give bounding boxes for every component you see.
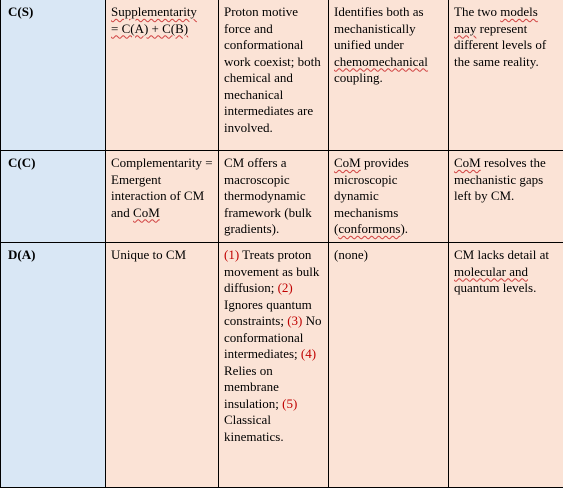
list-item-text: Treats proton movement as bulk diffusion;	[224, 247, 319, 295]
cm-cell	[219, 0, 329, 151]
com-term: conformons	[338, 221, 400, 236]
notes-term: molecular and	[454, 264, 528, 279]
relation-cell	[106, 243, 219, 488]
row-label	[1, 0, 106, 151]
notes-cell	[449, 243, 563, 488]
list-item-text: Relies on membrane insulation;	[224, 363, 282, 411]
row-label-text: C(S)	[8, 4, 33, 19]
com-cell	[329, 0, 449, 151]
table-row	[1, 243, 563, 488]
com-term: CoM	[334, 155, 361, 170]
notes-text: resolves the mechanistic gaps left by CM.	[454, 155, 546, 203]
notes-cell	[449, 151, 563, 243]
table-row	[1, 151, 563, 243]
relation-text: Complementarity = Emergent interaction of CM and	[111, 155, 213, 220]
list-item-text: No conformational intermediates;	[224, 313, 322, 361]
notes-term: may	[454, 21, 476, 36]
relation-cell	[106, 0, 219, 151]
cm-text: Proton motive force and conformational work coexist; both chemical and mechanical intermediates are involved.	[224, 4, 321, 135]
com-cell	[329, 243, 449, 488]
notes-text-end: quantum levels.	[454, 280, 536, 295]
cm-text: CM offers a macroscopic thermodynamic framework (bulk gradients).	[224, 155, 312, 236]
list-number: (5)	[282, 396, 297, 411]
notes-text: CM lacks detail at	[454, 247, 549, 262]
row-label	[1, 151, 106, 243]
notes-text-end: represent different levels of the same reality.	[454, 21, 546, 69]
relation-term: Supplementarity	[111, 4, 197, 19]
list-number: (3)	[287, 313, 302, 328]
relation-text: Unique to CM	[111, 247, 186, 262]
com-text: provides microscopic dynamic mechanisms (	[334, 155, 409, 236]
com-text: Identifies both as mechanistically unified under	[334, 4, 424, 52]
list-item-text: Classical kinematics.	[224, 412, 284, 444]
relation-cell	[106, 151, 219, 243]
com-term: chemomechanical	[334, 54, 428, 69]
list-number: (4)	[301, 346, 316, 361]
relation-formula: = C(A) + C(B)	[111, 21, 188, 36]
list-number: (2)	[278, 280, 293, 295]
cm-cell	[219, 243, 329, 488]
row-label-text: D(A)	[8, 247, 35, 262]
notes-term: models	[500, 4, 538, 19]
com-cell	[329, 151, 449, 243]
relation-term: CoM	[133, 205, 160, 220]
com-text-end: coupling.	[334, 70, 383, 85]
com-text-end: ).	[400, 221, 408, 236]
table-row	[1, 0, 563, 151]
list-item-text: Ignores quantum constraints;	[224, 297, 312, 329]
com-text: (none)	[334, 247, 368, 262]
notes-term: CoM	[454, 155, 481, 170]
cm-cell	[219, 151, 329, 243]
notes-cell	[449, 0, 563, 151]
row-label	[1, 243, 106, 488]
list-number: (1)	[224, 247, 239, 262]
notes-text: The two	[454, 4, 500, 19]
row-label-text: C(C)	[8, 155, 35, 170]
